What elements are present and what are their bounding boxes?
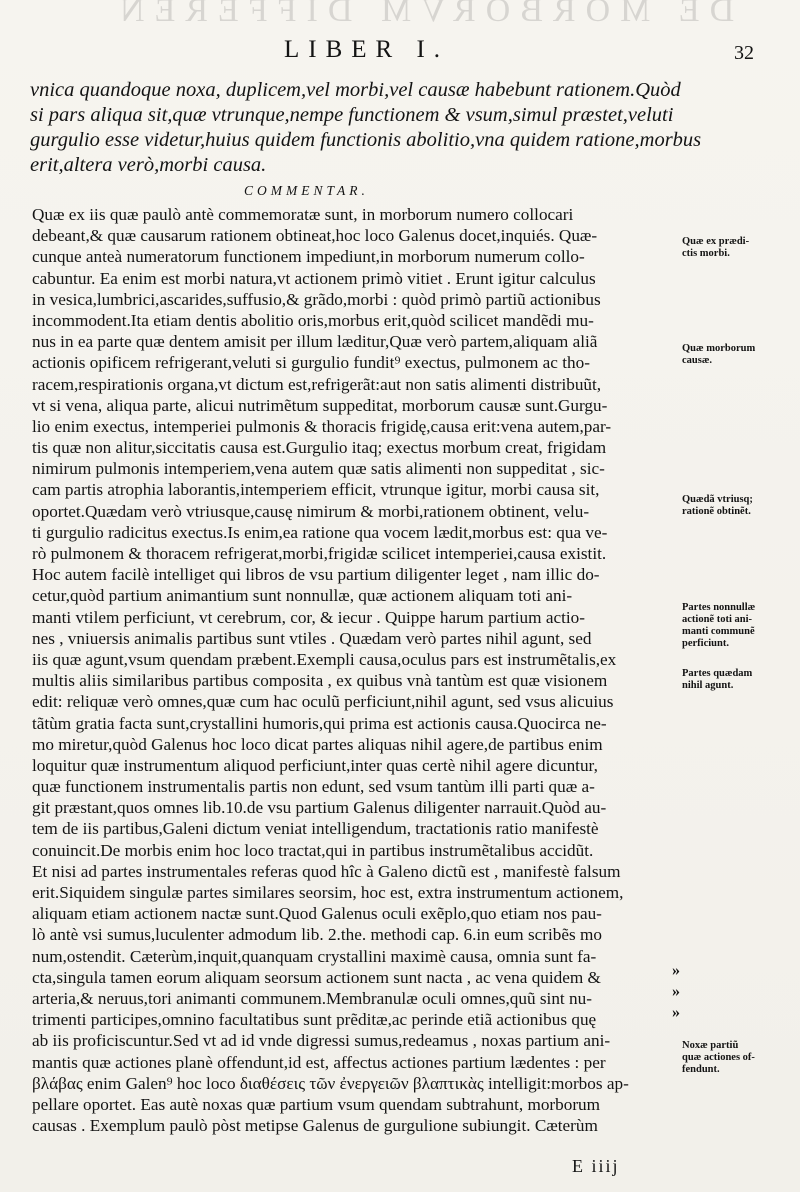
commentary-line: erit.Siquidem singulæ partes similares seorsim, hoc est, extra instrumentum actionem, <box>32 883 624 902</box>
commentary-line: cta,singula tamen eorum aliquam seorsum actionem sunt nacta , ac vena quidem & <box>32 967 601 987</box>
commentary-line: debeant,& quæ causarum rationem obtineat,hoc loco Galenus docet,inquiés. Quæ- <box>32 226 598 246</box>
commentary-line: arteria,& neruus,tori animanti communem.Membranulæ oculi omnes,quũ sint nu- <box>32 988 592 1008</box>
running-head: LIBER I. <box>284 36 450 63</box>
commentary-line: nus in ea parte quæ dentem amisit per illum læditur,Quæ verò partem,aliquam aliã <box>32 332 598 352</box>
commentary-line: conuincit.De morbis enim hoc loco tractat,qui in partibus instrumẽtalibus accidũt. <box>32 840 594 860</box>
commentary-line: edit: reliquæ verò omnes,quæ cum hac oculũ perficiunt,nihil agunt, sed vsus alicuius <box>32 692 614 712</box>
margin-note: Partes quædam nihil agunt. <box>682 668 753 691</box>
commentary-line: lio enim exectus, intemperiei pulmonis & thoracis frigidę,causa erit:vena autem,par- <box>32 416 612 436</box>
quote-mark: » <box>672 1004 680 1021</box>
commentary-line: quæ functionem instrumentalis partis non edunt, sed vsum tantùm illi parti quæ a- <box>32 777 595 797</box>
galen-text-block <box>30 78 702 178</box>
commentary-heading: COMMENTAR. <box>244 183 369 198</box>
commentary-line: βλάβας enim Galen⁹ hoc loco διαθέσεις τῶν ἐνεργειῶν βλαπτικὰς intelligit:morbos ap- <box>32 1073 629 1093</box>
galen-text-line: vnica quandoque noxa, duplicem,vel morbi,vel causæ habebunt rationem.Quòd <box>30 79 681 101</box>
margin-note: Quæ ex prædi- ctis morbi. <box>682 236 750 259</box>
commentary-line: tis quæ non alitur,siccitatis causa est.Gurgulio itaq; exectus morbum creat, frigidam <box>32 438 607 458</box>
margin-note: Partes nonnullæ actionẽ toti ani- manti communẽ perficiunt. <box>682 602 756 649</box>
galen-text-line: erit,altera verò,morbi causa. <box>30 154 267 176</box>
commentary-line: mo miretur,quòd Galenus hoc loco dicat partes aliquas nihil agere,de partibus enim <box>32 734 603 754</box>
commentary-line: racem,respirationis organa,vt dictum est,refrigerãt:aut non satis alimenti distribuũt, <box>32 374 602 394</box>
commentary-line: lò antè vsi sumus,luculenter admodum lib. 2.the. methodi cap. 6.in eum scribẽs mo <box>32 925 602 945</box>
page-number: 32 <box>734 42 754 64</box>
commentary-line: cunque anteà numeratorum functionem impediunt,in morborum numerum collo- <box>32 247 585 267</box>
commentary-line: ab iis proficiscuntur.Sed vt ad id vnde digressi sumus,redeamus , noxas partium ani- <box>32 1031 611 1051</box>
quote-mark: » <box>672 983 680 1000</box>
commentary-line: mantis quæ actiones planè offendunt,id est, affectus actiones partium lædentes : per <box>32 1052 606 1072</box>
commentary-line: in vesica,lumbrici,ascarides,suffusio,& grãdo,morbi : quòd primò partiũ actionibus <box>32 289 601 309</box>
galen-text-line: gurgulio esse videtur,huius quidem functionis abolitio,vna quidem ratione,morbus <box>30 129 702 151</box>
commentary-line: actionis opificem refrigerant,veluti si gurgulio fundit⁹ exectus, pulmonem ac tho- <box>32 353 590 373</box>
galen-text-line: si pars aliqua sit,quæ vtrunque,nempe functionem & vsum,simul præstet,veluti <box>30 104 674 126</box>
commentary-line: vt si vena, aliqua parte, alicui nutrimẽtum suppeditat, morborum causæ sunt.Gurgu- <box>32 395 608 415</box>
commentary-line: Et nisi ad partes instrumentales referas quod hîc à Galeno dictũ est , manifestè falsum <box>32 861 621 881</box>
margin-note: Noxæ partiũ quæ actiones of- fendunt. <box>682 1040 755 1075</box>
margin-note: Quædã vtriusq; rationẽ obtinẽt. <box>682 494 753 517</box>
commentary-line: num,ostendit. Cæterùm,inquit,quanquam crystallini maximè causa, omnia sunt fa- <box>32 946 597 966</box>
commentary-body <box>32 204 682 1136</box>
commentary-line: cabuntur. Ea enim est morbi natura,vt actionem primò vitiet . Erunt igitur calculus <box>32 268 596 288</box>
bleed-through-text: DE MORBORVM DIFFEREN <box>110 0 735 29</box>
commentary-line: Quæ ex iis quæ paulò antè commemoratæ sunt, in morborum numero collocari <box>32 205 574 224</box>
commentary-line: incommodent.Ita etiam dentis abolitio oris,morbus erit,quòd scilicet mandẽdi mu- <box>32 310 594 330</box>
commentary-line: nimirum pulmonis intemperiem,vena autem quæ satis alimenti non suppeditat , sic- <box>32 459 605 479</box>
commentary-line: trimenti participes,omnino facultatibus sunt prẽditæ,ac perinde etiã actionibus quę <box>32 1010 597 1030</box>
commentary-line: pellare oportet. Eas autè noxas quæ partium vsum quendam subtrahunt, morborum <box>32 1094 601 1114</box>
commentary-line: multis aliis similaribus partibus composita , ex quibus vnà tantùm est quæ visionem <box>32 671 608 691</box>
commentary-line: causas . Exemplum paulò pòst metipse Galenus de gurgulione subiungit. Cæterùm <box>32 1116 598 1136</box>
commentary-line: Hoc autem facilè intelliget qui libros de vsu partium diligenter leget , nam illic do- <box>32 565 600 585</box>
commentary-line: aliquam etiam actionem nactæ sunt.Quod Galenus oculi exẽplo,quo etiam nos pau- <box>32 904 602 924</box>
commentary-line: git præstant,quos omnes lib.10.de vsu partium Galenus diligenter narrauit.Quòd au- <box>32 798 607 818</box>
commentary-line: tãtùm gratia facta sunt,crystallini humoris,qui prima est actionis causa.Quocirca ne- <box>32 713 607 733</box>
commentary-line: tem de iis partibus,Galeni dictum veniat intelligendum, tractationis ratio manifestè <box>32 819 599 839</box>
commentary-line: ti gurgulio radicitus exectus.Is enim,ea ratione qua vocem lædit,morbus est: qua ve- <box>32 522 608 542</box>
commentary-line: iis quæ agunt,vsum quendam præbent.Exempli causa,oculus pars est instrumẽtalis,ex <box>32 649 617 669</box>
quote-mark: » <box>672 962 680 979</box>
commentary-line: manti vtilem perficiunt, vt cerebrum, cor, & iecur . Quippe harum partium actio- <box>32 607 585 627</box>
commentary-line: oportet.Quædam verò vtriusque,causę nimirum & morbi,rationem obtinent, velu- <box>32 501 590 521</box>
page-header <box>0 36 800 72</box>
commentary-line: cetur,quòd partium animantium sunt nonnullæ, quæ actionem aliquam toti ani- <box>32 586 573 606</box>
commentary-line: rò pulmonem & thoracem refrigerat,morbi,frigidæ scilicet intemperiei,causa existit. <box>32 544 607 563</box>
commentary-line: cam partis atrophia laborantis,intemperiem efficit, vtrunque igitur, morbi causa sit, <box>32 480 600 500</box>
commentary-line: loquitur quæ instrumentum aliquod perficiunt,inter quas certè nihil agere dicuntur, <box>32 755 598 775</box>
commentary-line: nes , vniuersis animalis partibus sunt vtiles . Quædam verò partes nihil agunt, sed <box>32 628 592 648</box>
margin-note: Quæ morborum causæ. <box>682 343 756 366</box>
signature-mark: E iiij <box>572 1156 620 1176</box>
